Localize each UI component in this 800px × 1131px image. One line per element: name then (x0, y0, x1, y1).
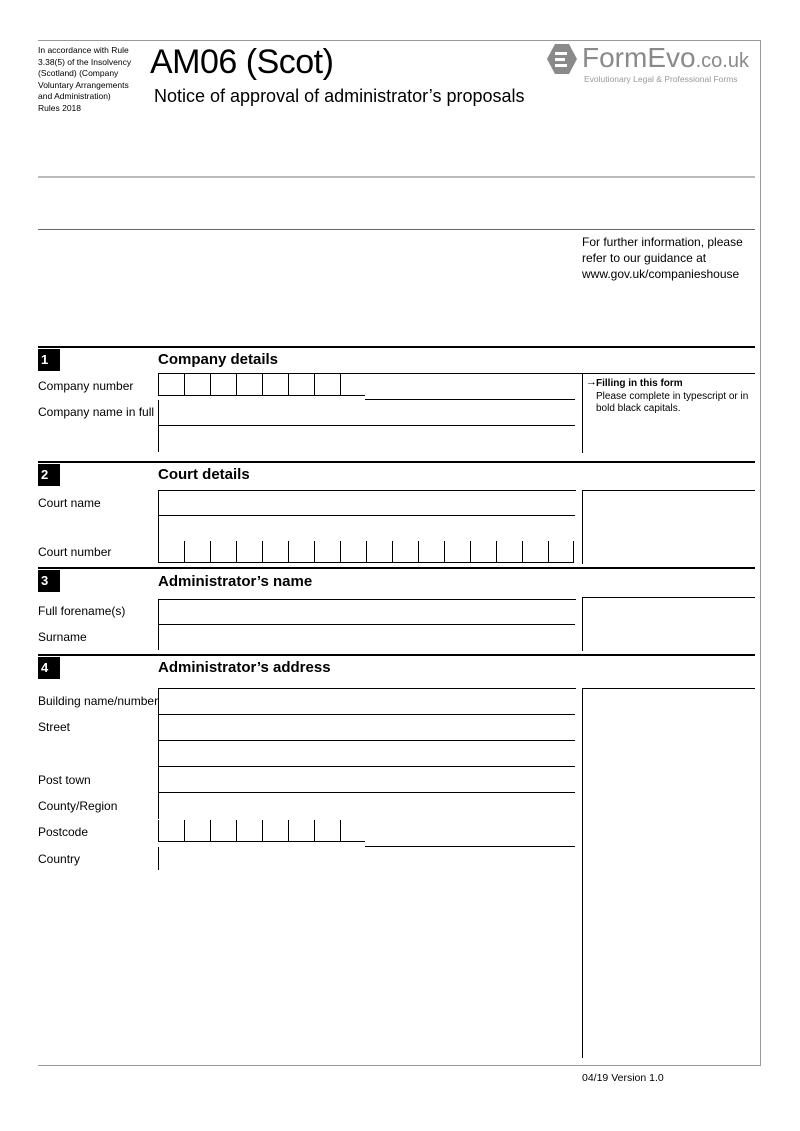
company-number-box[interactable] (262, 374, 288, 396)
postcode-box[interactable] (236, 820, 262, 842)
section-3-rule (38, 567, 755, 569)
surname-label: Surname (38, 630, 87, 644)
county-label: County/Region (38, 799, 118, 813)
court-name-label: Court name (38, 496, 101, 510)
company-number-box[interactable] (210, 374, 236, 396)
forenames-label: Full forename(s) (38, 604, 126, 618)
company-number-box[interactable] (184, 374, 210, 396)
company-number-underline (365, 374, 575, 400)
logo-name: FormEvo (582, 42, 696, 73)
company-number-box[interactable] (340, 374, 366, 396)
section-1-rule (38, 346, 755, 348)
postcode-box[interactable] (184, 820, 210, 842)
court-name-field-1[interactable] (158, 491, 575, 516)
logo-wordmark (582, 41, 749, 78)
version-footer: 04/19 Version 1.0 (582, 1072, 664, 1084)
right-border (760, 40, 761, 1066)
help-title: Filling in this form (596, 378, 683, 389)
country-label: Country (38, 852, 81, 866)
company-name-field-2[interactable] (158, 426, 575, 452)
court-side-box (582, 490, 755, 564)
postcode-box[interactable] (288, 820, 314, 842)
section-2-number: 2 (38, 464, 60, 486)
form-title: Notice of approval of administrator’s proposals (154, 86, 525, 106)
header-divider-1 (38, 176, 755, 178)
court-number-box[interactable] (158, 541, 184, 563)
name-side-box (582, 597, 755, 651)
address-side-box (582, 688, 755, 1058)
court-name-field-2[interactable] (158, 516, 575, 541)
street-label: Street (38, 720, 71, 734)
postcode-label: Postcode (38, 825, 89, 839)
section-3-number: 3 (38, 570, 60, 592)
help-arrow-icon: → (586, 376, 597, 388)
formevo-badge-icon (546, 43, 578, 75)
company-number-box[interactable] (288, 374, 314, 396)
court-number-box[interactable] (548, 541, 574, 563)
logo-tagline: Evolutionary Legal & Professional Forms (584, 74, 738, 84)
section-2-title: Court details (158, 466, 250, 483)
guidance-text: For further information, please refer to our guidance at www.gov.uk/companieshouse (582, 235, 743, 281)
court-number-box[interactable] (236, 541, 262, 563)
county-field[interactable] (158, 793, 575, 819)
court-number-box[interactable] (366, 541, 392, 563)
court-number-box[interactable] (262, 541, 288, 563)
company-name-field-1[interactable] (158, 400, 575, 426)
company-number-box[interactable] (236, 374, 262, 396)
forenames-field[interactable] (158, 600, 575, 625)
company-number-box[interactable] (314, 374, 340, 396)
surname-field[interactable] (158, 625, 575, 650)
building-label: Building name/number (38, 694, 159, 708)
header-divider-2 (38, 229, 755, 230)
section-1-number: 1 (38, 349, 60, 371)
section-4-rule (38, 654, 755, 656)
court-number-input[interactable] (158, 541, 574, 563)
court-number-box[interactable] (392, 541, 418, 563)
postcode-box[interactable] (210, 820, 236, 842)
company-name-label: Company name in full (38, 405, 155, 419)
court-number-box[interactable] (340, 541, 366, 563)
court-number-box[interactable] (522, 541, 548, 563)
formevo-logo (544, 43, 758, 89)
court-number-box[interactable] (288, 541, 314, 563)
form-code: AM06 (Scot) (150, 43, 334, 81)
company-number-box[interactable] (158, 374, 184, 396)
section-1-title: Company details (158, 351, 279, 368)
building-field[interactable] (158, 689, 575, 715)
court-number-box[interactable] (210, 541, 236, 563)
section-2-rule (38, 461, 755, 463)
court-number-box[interactable] (496, 541, 522, 563)
court-number-box[interactable] (184, 541, 210, 563)
postcode-box[interactable] (262, 820, 288, 842)
court-number-label: Court number (38, 545, 112, 559)
court-number-box[interactable] (444, 541, 470, 563)
postcode-box[interactable] (314, 820, 340, 842)
street-field-2[interactable] (158, 741, 575, 767)
bottom-border (38, 1065, 761, 1066)
post-town-label: Post town (38, 773, 91, 787)
company-number-label: Company number (38, 379, 134, 393)
section-3-title: Administrator’s name (158, 573, 313, 590)
post-town-field[interactable] (158, 767, 575, 793)
section-4-title: Administrator’s address (158, 659, 331, 676)
postcode-box[interactable] (340, 820, 366, 842)
help-text: Please complete in typescript or in bold black capitals. (596, 391, 749, 414)
rule-reference: In accordance with Rule 3.38(5) of the Insolvency (Scotland) (Company Voluntary Arrangements and Administration) Rules 2018 (38, 45, 132, 113)
court-number-box[interactable] (314, 541, 340, 563)
postcode-input[interactable] (158, 820, 366, 842)
postcode-box[interactable] (158, 820, 184, 842)
section-4-number: 4 (38, 657, 60, 679)
logo-suffix: .co.uk (695, 50, 749, 72)
street-field-1[interactable] (158, 715, 575, 741)
court-number-box[interactable] (470, 541, 496, 563)
court-number-box[interactable] (418, 541, 444, 563)
company-number-input[interactable] (158, 374, 366, 396)
country-field[interactable] (158, 847, 575, 870)
postcode-underline (365, 820, 575, 847)
